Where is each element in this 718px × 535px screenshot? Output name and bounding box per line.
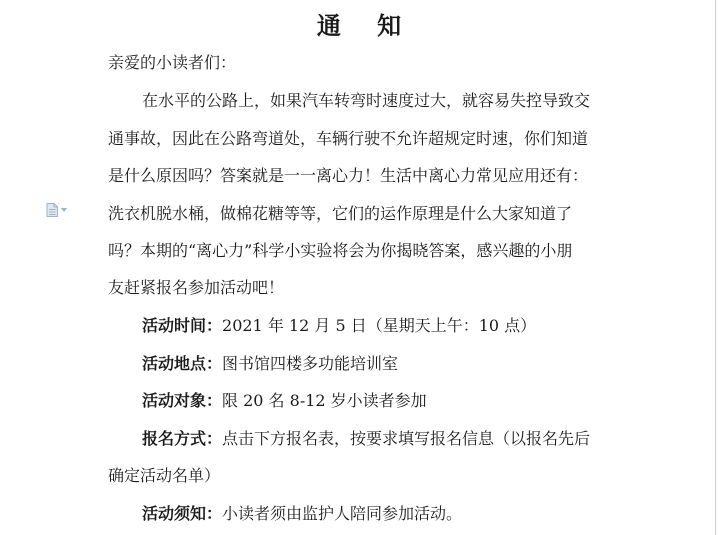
detail-value: 点击下方报名表，按要求填写报名信息（以报名先后 [222,429,591,448]
detail-label: 报名方式： [142,429,223,448]
body-line: 友赶紧报名参加活动吧！ [108,278,285,297]
detail-signup-continuation: 确定活动名单） [108,466,221,485]
page-title: 通 知 [316,11,416,40]
detail-value: 限 20 名 8-12 岁小读者参加 [222,391,427,410]
page-edge-divider [715,0,716,535]
detail-label: 活动须知： [142,504,223,523]
detail-label: 活动对象： [142,391,223,410]
detail-value: 2021 年 12 月 5 日（星期天上午：10 点） [222,316,537,335]
detail-label: 活动地点： [142,354,223,373]
detail-signup [142,428,718,450]
body-line: 通事故，因此在公路弯道处，车辆行驶不允许超规定时速，你们知道 [108,129,589,148]
document-icon [46,203,58,217]
paragraph-menu-button[interactable] [46,203,67,217]
body-line: 在水平的公路上，如果汽车转弯时速度过大，就容易失控导致交 [142,91,591,110]
body-line: 洗衣机脱水桶，做棉花糖等等，它们的运作原理是什么大家知道了 [108,204,573,223]
detail-notice [142,503,718,525]
body-line: 是什么原因吗？答案就是一一离心力！生活中离心力常见应用还有： [108,166,589,185]
detail-value: 图书馆四楼多功能培训室 [222,354,399,373]
detail-value: 小读者须由监护人陪同参加活动。 [222,504,463,523]
greeting: 亲爱的小读者们： [108,53,237,72]
body-line: 吗？本期的“离心力”科学小实验将会为你揭晓答案，感兴趣的小朋 [108,241,573,260]
detail-location [142,353,718,375]
detail-label: 活动时间： [142,316,223,335]
detail-time [142,315,718,337]
chevron-down-icon [61,208,67,212]
detail-audience [142,390,718,412]
